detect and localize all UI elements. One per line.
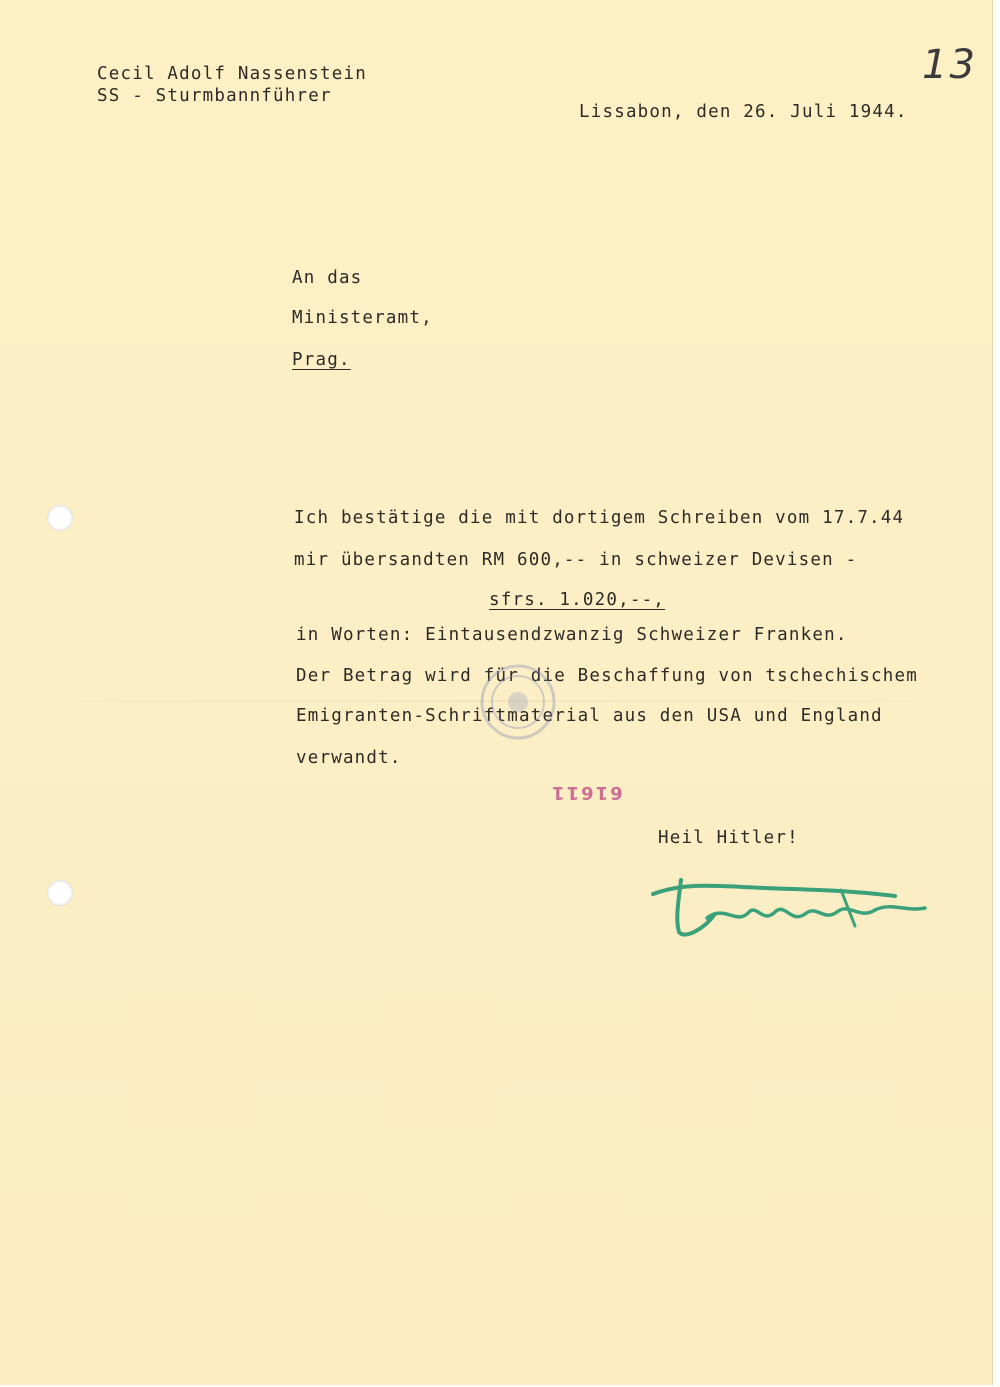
body-line-2: mir übersandten RM 600,-- in schweizer Devisen - — [294, 550, 858, 570]
sender-name: Cecil Adolf Nassenstein — [97, 64, 367, 84]
body-line-1: Ich bestätige die mit dortigem Schreiben vom 17.7.44 — [294, 508, 905, 528]
number-stamp: 61611 — [550, 782, 623, 803]
signature-icon — [645, 868, 935, 943]
body-line-6: verwandt. — [296, 748, 402, 768]
recipient-line-2: Ministeramt, — [292, 308, 433, 328]
recipient-city: Prag. — [292, 350, 351, 370]
sender-rank: SS - Sturmbannführer — [97, 86, 332, 106]
body-amount: sfrs. 1.020,--, — [489, 590, 666, 610]
page-number-handwritten: 13 — [922, 42, 977, 88]
body-line-5: Emigranten-Schriftmaterial aus den USA und England — [296, 706, 883, 726]
recipient-line-1: An das — [292, 268, 363, 288]
closing-greeting: Heil Hitler! — [658, 828, 799, 848]
punch-hole-bottom — [47, 880, 73, 906]
body-line-3: in Worten: Eintausendzwanzig Schweizer Franken. — [296, 625, 848, 645]
place-date: Lissabon, den 26. Juli 1944. — [579, 102, 908, 122]
body-line-4: Der Betrag wird für die Beschaffung von tschechischem — [296, 666, 919, 686]
punch-hole-top — [47, 505, 73, 531]
seal-stamp-icon — [478, 662, 558, 742]
